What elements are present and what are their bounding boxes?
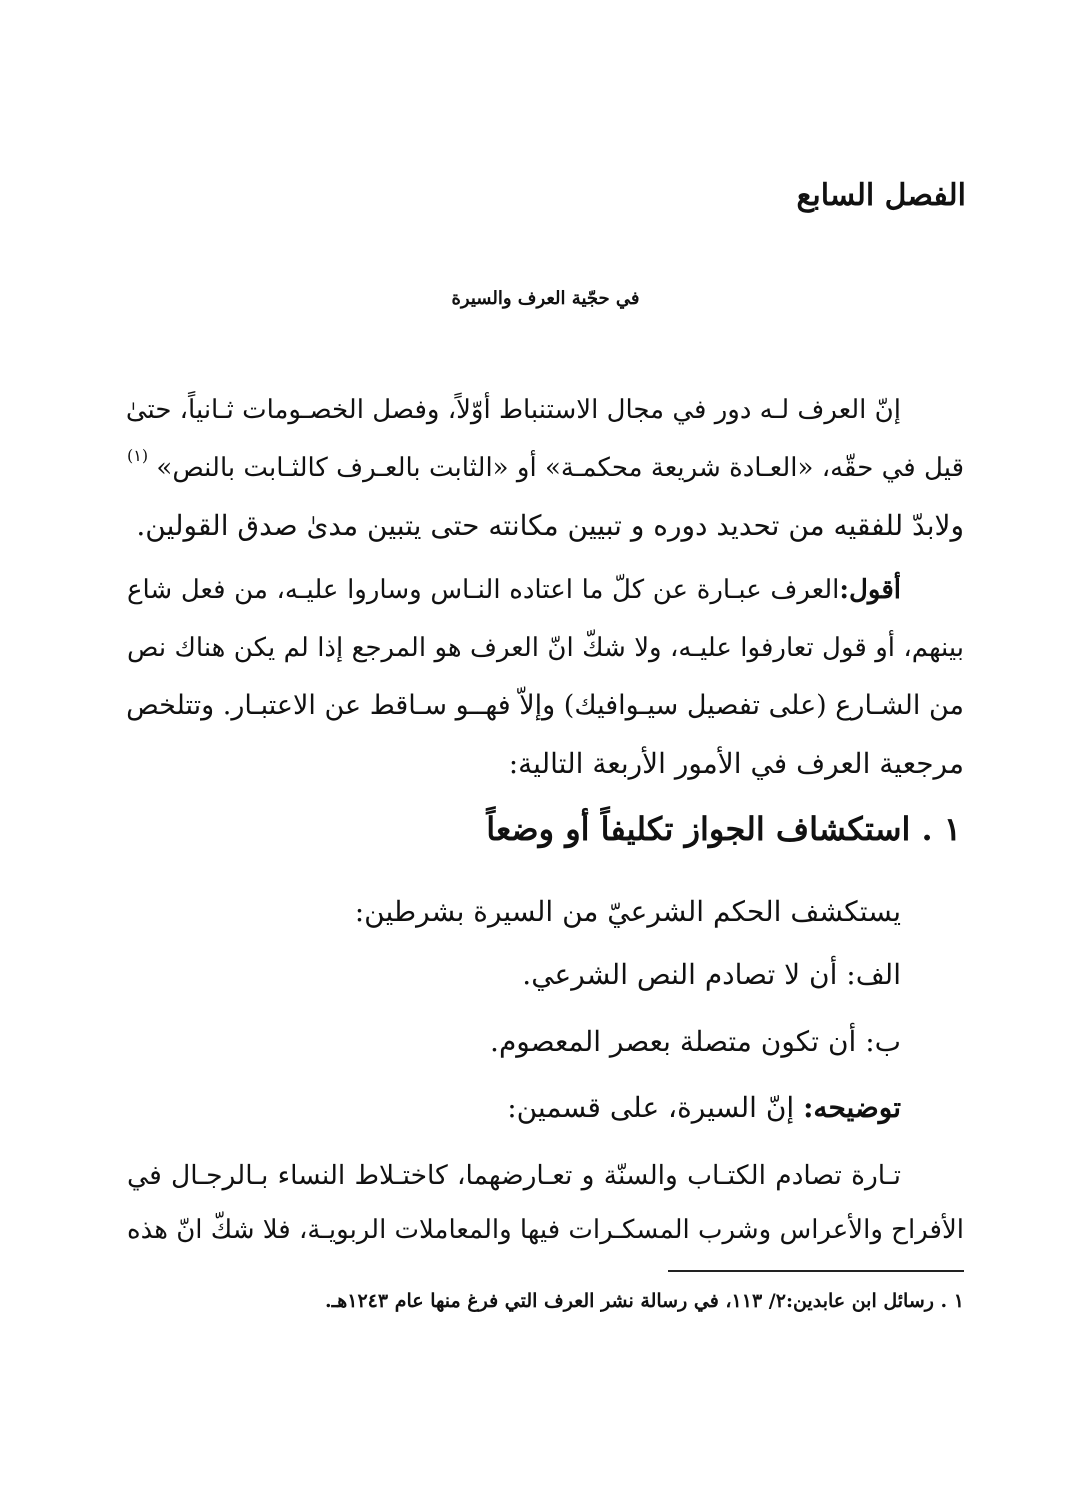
- condition-b: ب: أن تكون متصلة بعصر المعصوم.: [490, 1025, 901, 1058]
- section-heading: ١ . استكشاف الجواز تكليفاً أو وضعاً: [486, 810, 961, 848]
- footnote-divider: [668, 1270, 964, 1272]
- paragraph-2-line-1-text: العرف عبـارة عن كلّ ما اعتاده النـاس وساروا عليـه، من فعل شاع: [127, 575, 840, 605]
- paragraph-2-line-2: بينهم، أو قول تعارفوا عليـه، ولا شكّ انّ العرف هو المرجع إذا لم يكن هناك نص: [127, 633, 964, 663]
- explanation-line: [507, 1088, 901, 1128]
- paragraph-2-line-1: [127, 570, 901, 610]
- explanation-lead: توضيحه:: [803, 1091, 901, 1124]
- footnote-reference[interactable]: (١): [127, 446, 149, 465]
- chapter-label: الفصل السابع: [796, 178, 966, 213]
- explanation-text: إنّ السيرة، على قسمين:: [507, 1091, 804, 1124]
- footnote: ١ . رسائل ابن عابدين:٢/ ١١٣، في رسالة نشر العرف التي فرغ منها عام ١٢٤٣هـ.: [325, 1290, 964, 1312]
- paragraph-2-lead: أقول:: [839, 575, 901, 605]
- chapter-title: في حجّية العرف والسيرة: [451, 288, 640, 309]
- paragraph-2-line-3: من الشـارع (على تفصيل سيـوافيك) وإلاّ فهــو سـاقط عن الاعتبـار. وتتلخص: [126, 690, 964, 721]
- paragraph-2-line-4: مرجعية العرف في الأمور الأربعة التالية:: [508, 747, 964, 780]
- condition-a: الف: أن لا تصادم النص الشرعي.: [522, 958, 901, 991]
- paragraph-3-line-1: تـارة تصادم الكتـاب والسنّة و تعـارضهما، كاختـلاط النساء بـالرجـال في: [127, 1160, 901, 1191]
- section-intro: يستكشف الحكم الشرعيّ من السيرة بشرطين:: [354, 895, 901, 928]
- paragraph-1-line-2: [127, 448, 964, 488]
- paragraph-3-line-2: الأفراح والأعراس وشرب المسكـرات فيها والمعاملات الربويـة، فلا شكّ انّ هذه: [126, 1215, 964, 1245]
- paragraph-1-line-3: ولابدّ للفقيه من تحديد دوره و تبيين مكانته حتى يتبين مدىٰ صدق القولين.: [136, 509, 964, 542]
- paragraph-1-line-1: إنّ العرف لـه دور في مجال الاستنباط أوّلاً، وفصل الخصـومات ثـانياً، حتىٰ: [125, 395, 901, 425]
- paragraph-1-line-2-text: قيل في حقّه، «العـادة شريعة محكمـة» أو «الثابت بالعـرف كالثـابت بالنص»: [156, 453, 964, 483]
